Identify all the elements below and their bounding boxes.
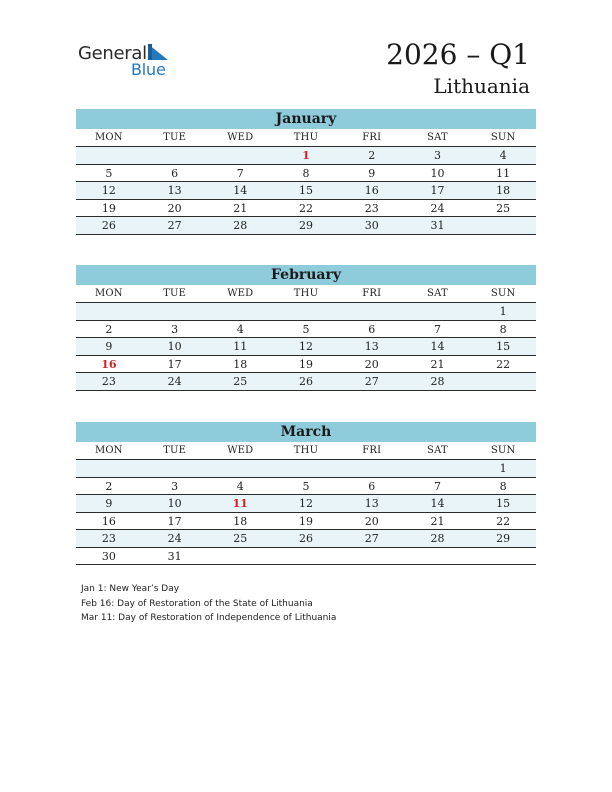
day-cell: 22 xyxy=(496,357,511,371)
weekday-label: THU xyxy=(293,132,319,143)
day-cell xyxy=(76,460,142,477)
day-cell: 24 xyxy=(167,532,182,545)
weekday-label: WED xyxy=(227,288,254,299)
day-cell: 24 xyxy=(430,201,445,215)
day-cell: 26 xyxy=(299,375,314,388)
day-cell xyxy=(76,303,142,320)
day-cell: 4 xyxy=(499,149,507,162)
day-cell: 26 xyxy=(299,532,314,545)
day-cell: 10 xyxy=(430,166,445,180)
day-cell xyxy=(339,303,405,320)
day-cell xyxy=(405,303,471,320)
day-cell: 7 xyxy=(433,322,441,336)
weekday-label: TUE xyxy=(163,288,187,299)
weekday-label: SAT xyxy=(427,445,448,456)
day-cell: 27 xyxy=(364,532,379,545)
day-cell: 18 xyxy=(233,357,248,371)
day-cell: 2 xyxy=(105,479,113,493)
day-cell: 16 xyxy=(101,514,116,528)
day-cell: 11 xyxy=(496,166,511,180)
day-cell: 5 xyxy=(302,479,310,493)
blue-triangle-icon xyxy=(148,44,168,60)
day-cell: 9 xyxy=(105,340,113,353)
week-row xyxy=(76,147,536,165)
week-row xyxy=(76,165,536,183)
day-cell: 30 xyxy=(101,549,116,563)
week-row xyxy=(76,478,536,496)
day-cell: 12 xyxy=(299,497,314,510)
day-cell: 17 xyxy=(167,514,182,528)
weekday-label: SUN xyxy=(490,288,516,299)
day-cell xyxy=(273,303,339,320)
weekday-label: WED xyxy=(227,445,254,456)
day-cell: 10 xyxy=(167,497,182,510)
day-cell: 5 xyxy=(302,322,310,336)
day-cell: 7 xyxy=(433,479,441,493)
day-cell: 31 xyxy=(167,549,182,563)
day-cell: 6 xyxy=(368,322,376,336)
day-cell: 10 xyxy=(167,340,182,353)
day-cell xyxy=(207,303,273,320)
weekday-row xyxy=(76,285,536,303)
weekday-label: TUE xyxy=(163,132,187,143)
weekday-row xyxy=(76,129,536,147)
day-cell: 21 xyxy=(430,357,445,371)
day-cell xyxy=(405,460,471,477)
page-title: 2026 – Q1 xyxy=(386,38,530,71)
holiday-notes xyxy=(81,582,336,626)
weekday-label: FRI xyxy=(362,288,382,299)
day-cell: 28 xyxy=(233,219,248,232)
weekday-label: WED xyxy=(227,132,254,143)
weekday-label: THU xyxy=(293,445,319,456)
day-cell: 20 xyxy=(364,357,379,371)
day-cell xyxy=(470,373,536,390)
month-name: January xyxy=(76,109,536,129)
week-row xyxy=(76,182,536,200)
day-cell: 25 xyxy=(496,201,511,215)
day-cell: 8 xyxy=(499,479,507,493)
day-cell xyxy=(339,548,405,565)
day-cell: 17 xyxy=(430,184,445,197)
day-cell: 13 xyxy=(364,340,379,353)
day-cell xyxy=(142,460,208,477)
day-cell: 5 xyxy=(105,166,113,180)
day-cell: 3 xyxy=(171,479,179,493)
day-cell: 19 xyxy=(101,201,116,215)
day-cell: 22 xyxy=(496,514,511,528)
day-cell xyxy=(76,147,142,164)
day-cell: 23 xyxy=(101,532,116,545)
day-cell: 3 xyxy=(171,322,179,336)
holiday-note: Jan 1: New Year’s Day xyxy=(81,584,180,594)
day-cell: 21 xyxy=(233,201,248,215)
day-cell xyxy=(142,147,208,164)
day-cell: 6 xyxy=(171,166,179,180)
day-cell xyxy=(470,548,536,565)
week-row xyxy=(76,513,536,531)
day-cell xyxy=(207,460,273,477)
day-cell: 22 xyxy=(299,201,314,215)
week-row xyxy=(76,356,536,374)
day-cell: 28 xyxy=(430,532,445,545)
day-cell: 20 xyxy=(364,514,379,528)
logo-blue-text: Blue xyxy=(131,60,166,79)
logo-general-text: General xyxy=(78,43,147,64)
weekday-label: MON xyxy=(94,445,123,456)
day-cell: 16 xyxy=(364,184,379,197)
day-cell: 8 xyxy=(499,322,507,336)
day-cell: 14 xyxy=(430,497,445,510)
day-cell: 8 xyxy=(302,166,310,180)
day-cell xyxy=(142,303,208,320)
month-name: March xyxy=(76,422,536,442)
day-cell: 15 xyxy=(299,184,314,197)
day-cell: 27 xyxy=(167,219,182,232)
day-cell: 12 xyxy=(101,184,116,197)
day-cell: 18 xyxy=(496,184,511,197)
day-cell: 21 xyxy=(430,514,445,528)
weekday-label: SUN xyxy=(490,132,516,143)
day-cell: 19 xyxy=(299,357,314,371)
day-cell: 23 xyxy=(364,201,379,215)
day-cell: 9 xyxy=(105,497,113,510)
month-name: February xyxy=(76,265,536,285)
weekday-row xyxy=(76,442,536,460)
day-cell xyxy=(405,548,471,565)
day-cell: 29 xyxy=(299,219,314,232)
week-row xyxy=(76,495,536,513)
week-row xyxy=(76,530,536,548)
day-cell xyxy=(339,460,405,477)
day-cell: 28 xyxy=(430,375,445,388)
holiday-note: Mar 11: Day of Restoration of Independence of Lithuania xyxy=(81,613,337,623)
month-february xyxy=(76,265,536,391)
week-row xyxy=(76,321,536,339)
logo xyxy=(78,40,188,80)
weekday-label: MON xyxy=(94,288,123,299)
day-cell: 2 xyxy=(368,149,376,162)
day-cell: 7 xyxy=(236,166,244,180)
week-row xyxy=(76,303,536,321)
day-cell: 27 xyxy=(364,375,379,388)
day-cell: 20 xyxy=(167,201,182,215)
month-march xyxy=(76,422,536,565)
day-cell: 13 xyxy=(167,184,182,197)
day-cell: 25 xyxy=(233,375,248,388)
day-cell xyxy=(207,548,273,565)
day-cell xyxy=(470,217,536,234)
day-cell: 23 xyxy=(101,375,116,388)
day-cell: 9 xyxy=(368,166,376,180)
day-cell: 4 xyxy=(236,322,244,336)
day-cell: 1 xyxy=(302,149,310,162)
weekday-label: MON xyxy=(94,132,123,143)
day-cell: 2 xyxy=(105,322,113,336)
weekday-label: SAT xyxy=(427,288,448,299)
day-cell: 4 xyxy=(236,479,244,493)
day-cell: 17 xyxy=(167,357,182,371)
weekday-label: SUN xyxy=(490,445,516,456)
day-cell: 29 xyxy=(496,532,511,545)
weekday-label: TUE xyxy=(163,445,187,456)
weekday-label: SAT xyxy=(427,132,448,143)
day-cell xyxy=(273,460,339,477)
week-row xyxy=(76,338,536,356)
day-cell: 11 xyxy=(233,340,248,353)
day-cell: 30 xyxy=(364,219,379,232)
day-cell: 6 xyxy=(368,479,376,493)
week-row xyxy=(76,200,536,218)
day-cell: 18 xyxy=(233,514,248,528)
week-row xyxy=(76,548,536,566)
day-cell: 14 xyxy=(430,340,445,353)
weekday-label: THU xyxy=(293,288,319,299)
day-cell: 15 xyxy=(496,497,511,510)
week-row xyxy=(76,217,536,235)
day-cell: 1 xyxy=(499,305,507,318)
week-row xyxy=(76,460,536,478)
day-cell: 13 xyxy=(364,497,379,510)
day-cell: 3 xyxy=(433,149,441,162)
day-cell: 15 xyxy=(496,340,511,353)
week-row xyxy=(76,373,536,391)
day-cell: 24 xyxy=(167,375,182,388)
day-cell: 25 xyxy=(233,532,248,545)
day-cell xyxy=(207,147,273,164)
day-cell: 1 xyxy=(499,462,507,475)
day-cell: 12 xyxy=(299,340,314,353)
weekday-label: FRI xyxy=(362,445,382,456)
day-cell: 11 xyxy=(232,497,248,510)
day-cell: 26 xyxy=(101,219,116,232)
weekday-label: FRI xyxy=(362,132,382,143)
month-january xyxy=(76,109,536,235)
country-subtitle: Lithuania xyxy=(433,74,530,98)
day-cell: 16 xyxy=(101,357,117,371)
day-cell: 19 xyxy=(299,514,314,528)
holiday-note: Feb 16: Day of Restoration of the State of Lithuania xyxy=(81,598,313,609)
day-cell: 31 xyxy=(430,219,445,232)
day-cell xyxy=(273,548,339,565)
day-cell: 14 xyxy=(233,184,248,197)
